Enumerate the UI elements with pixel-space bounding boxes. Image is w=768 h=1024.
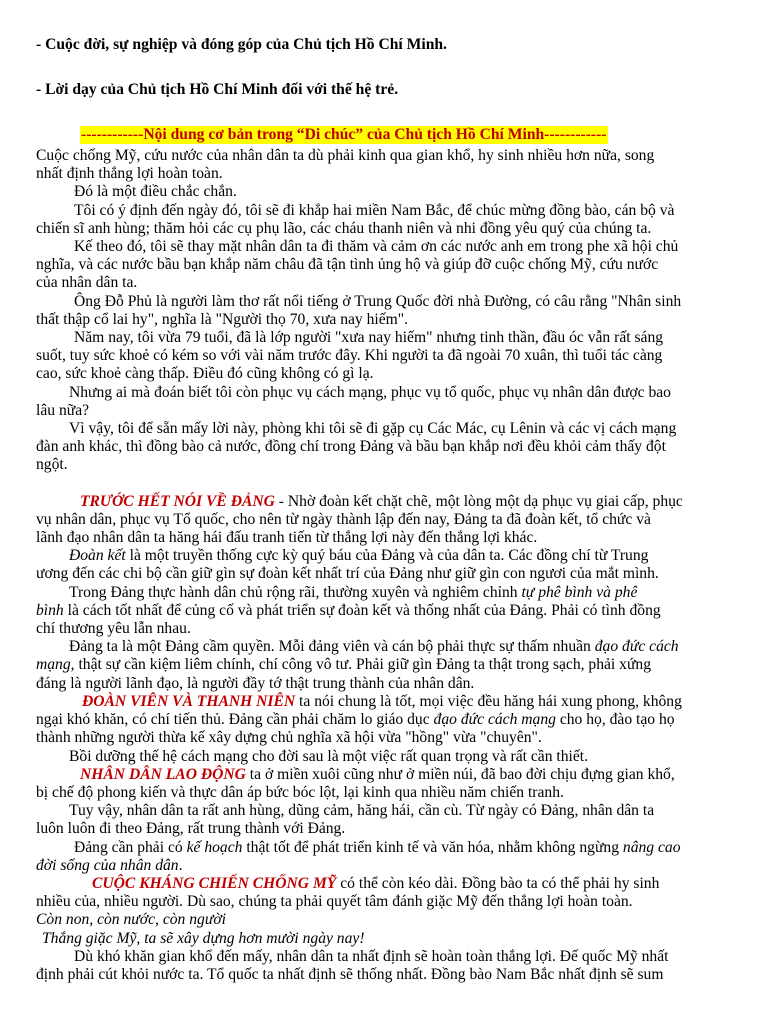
- text-line: Bồi dưỡng thế hệ cách mạng cho đời sau là một việc rất quan trọng và rất cần thiết.: [69, 747, 589, 765]
- text-line: vụ nhân dân, phục vụ Tổ quốc, cho nên từ ngày thành lập đến nay, Đảng ta đã đoàn kết, tổ chức và: [36, 510, 651, 528]
- paragraph-gap: [36, 475, 736, 493]
- text-line: ĐOÀN VIÊN VÀ THANH NIÊN ta nói chung là tốt, mọi việc đều hăng hái xung phong, không: [82, 692, 682, 710]
- text-line: đáng là người lãnh đạo, là người đầy tớ thật trung thành của nhân dân.: [36, 674, 475, 692]
- text-line: Đoàn kết là một truyền thống cực kỳ quý báu của Đảng và của dân ta. Các đồng chí từ Trung: [69, 547, 649, 565]
- text-line: Đảng cần phải có kế hoạch thật tốt để phát triển kinh tế và văn hóa, nhằm không ngừng nâng cao: [74, 838, 681, 856]
- poem-line: Thắng giặc Mỹ, ta sẽ xây dựng hơn mười ngày nay!: [42, 929, 365, 947]
- text-line: Năm nay, tôi vừa 79 tuổi, đã là lớp người "xưa nay hiếm" nhưng tinh thần, đầu óc vẫn rất sáng: [74, 329, 664, 347]
- text-line: Vì vậy, tôi để sẵn mấy lời này, phòng khi tôi sẽ đi gặp cụ Các Mác, cụ Lênin và các vị cách mạng: [69, 420, 677, 438]
- text-line: Tôi có ý định đến ngày đó, tôi sẽ đi khắp hai miền Nam Bắc, để chúc mừng đồng bào, cán bộ và: [74, 201, 675, 219]
- poem-line: Còn non, còn nước, còn người: [36, 911, 227, 929]
- text-line: định phải cút khỏi nước ta. Tổ quốc ta nhất định sẽ thống nhất. Đồng bào Nam Bắc nhất định sẽ sum: [36, 965, 664, 983]
- text-line: ương đến các chi bộ cần giữ gìn sự đoàn kết nhất trí của Đảng như giữ gìn con ngươi của mắt mình.: [36, 565, 659, 583]
- text-line: Ông Đỗ Phủ là người làm thơ rất nổi tiếng ở Trung Quốc đời nhà Đường, có câu rằng "Nhân sinh: [74, 292, 682, 310]
- text-line: bị chế độ phong kiến và thực dân áp bức bóc lột, lại kinh qua nhiều năm chiến tranh.: [36, 783, 564, 801]
- text-line: ngại khó khăn, có chí tiến thủ. Đảng cần phải chăm lo giáo dục đạo đức cách mạng cho họ, đào tạo họ: [36, 711, 675, 729]
- section-keyword-workers: NHÂN DÂN LAO ĐỘNG: [80, 765, 246, 783]
- text-line: CUỘC KHÁNG CHIẾN CHỐNG MỸ có thể còn kéo dài. Đồng bào ta có thể phải hy sinh: [92, 874, 660, 892]
- section-keyword-youth: ĐOÀN VIÊN VÀ THANH NIÊN: [82, 692, 296, 710]
- text-line: Kế theo đó, tôi sẽ thay mặt nhân dân ta đi thăm và cảm ơn các nước anh em trong phe xã hội chủ: [74, 238, 679, 256]
- highlighted-section-title: ------------Nội dung cơ bản trong “Di chúc” của Chủ tịch Hồ Chí Minh------------: [81, 126, 607, 143]
- section-keyword-resistance: CUỘC KHÁNG CHIẾN CHỐNG MỸ: [92, 874, 337, 892]
- text-line: Nhưng ai mà đoán biết tôi còn phục vụ cách mạng, phục vụ tổ quốc, phục vụ nhân dân được bao: [69, 383, 671, 401]
- text-line: lãnh đạo nhân dân ta hăng hái đấu tranh tiến từ thắng lợi này đến thắng lợi khác.: [36, 529, 538, 547]
- text-line: NHÂN DÂN LAO ĐỘNG ta ở miền xuôi cũng như ở miền núi, đã bao đời chịu đựng gian khổ,: [80, 765, 675, 783]
- text-line: cao, sức khoẻ càng thấp. Điều đó cũng không có gì lạ.: [36, 365, 374, 383]
- text-line: lâu nữa?: [36, 401, 90, 419]
- text-line: mạng, thật sự cần kiệm liêm chính, chí công vô tư. Phải giữ gìn Đảng ta thật trong sạch, phải xứng: [36, 656, 651, 674]
- text-line: đàn anh khác, thì đồng bào cả nước, đồng chí trong Đảng và bầu bạn khắp nơi đều khỏi cảm thấy đột: [36, 438, 666, 456]
- text-line: bình là cách tốt nhất để củng cố và phát triển sự đoàn kết và thống nhất của Đảng. Phải có tình đồng: [36, 601, 661, 619]
- heading-teachings-youth: - Lời dạy của Chủ tịch Hồ Chí Minh đối với thế hệ trẻ.: [36, 81, 399, 98]
- text-line: Đó là một điều chắc chắn.: [74, 183, 237, 201]
- text-line: luôn luôn đi theo Đảng, rất trung thành với Đảng.: [36, 820, 346, 838]
- text-line: nhiều của, nhiều người. Dù sao, chúng ta phải quyết tâm đánh giặc Mỹ đến thắng lợi hoàn toàn.: [36, 893, 633, 911]
- text-line: Trong Đảng thực hành dân chủ rộng rãi, thường xuyên và nghiêm chỉnh tự phê bình và phê: [69, 583, 638, 601]
- text-line: suốt, tuy sức khoẻ có kém so với vài năm trước đây. Khi người ta đã ngoài 70 xuân, thì tuổi tác càng: [36, 347, 663, 365]
- text-line: chí thương yêu lẫn nhau.: [36, 620, 191, 638]
- text-line: đời sống của nhân dân.: [36, 856, 183, 874]
- text-line: chiến sĩ anh hùng; thăm hỏi các cụ phụ lão, các cháu thanh niên và nhi đồng yêu quý của chúng ta.: [36, 219, 652, 237]
- text-line: Tuy vậy, nhân dân ta rất anh hùng, dũng cảm, hăng hái, cần cù. Từ ngày có Đảng, nhân dân ta: [69, 802, 655, 820]
- section-keyword-party: TRƯỚC HẾT NÓI VỀ ĐẢNG: [80, 492, 275, 510]
- text-line: Dù khó khăn gian khổ đến mấy, nhân dân ta nhất định sẽ hoàn toàn thắng lợi. Đế quốc Mỹ nhất: [74, 947, 669, 965]
- text-line: Cuộc chống Mỹ, cứu nước của nhân dân ta dù phải kinh qua gian khổ, hy sinh nhiều hơn nữa, song: [36, 147, 655, 164]
- text-line: TRƯỚC HẾT NÓI VỀ ĐẢNG - Nhờ đoàn kết chặt chẽ, một lòng một dạ phục vụ giai cấp, phục: [80, 492, 683, 510]
- text-line: nhất định thắng lợi hoàn toàn.: [36, 165, 223, 183]
- text-line: ngột.: [36, 456, 68, 474]
- heading-life-career: - Cuộc đời, sự nghiệp và đóng góp của Chủ tịch Hồ Chí Minh.: [36, 36, 447, 53]
- testament-text: [36, 147, 736, 984]
- text-line: Đảng ta là một Đảng cầm quyền. Mỗi đảng viên và cán bộ phải thực sự thấm nhuần đạo đức cách: [69, 638, 679, 656]
- text-line: thất thập cổ lai hy", nghĩa là "Người thọ 70, xưa nay hiếm".: [36, 310, 409, 328]
- text-line: thành những người thừa kế xây dựng chủ nghĩa xã hội vừa "hồng" vừa "chuyên".: [36, 729, 542, 747]
- text-line: của nhân dân ta.: [36, 274, 138, 292]
- text-line: nghĩa, và các nước bầu bạn khắp năm châu đã tận tình ủng hộ và giúp đỡ cuộc chống Mỹ, cứu nước: [36, 256, 659, 274]
